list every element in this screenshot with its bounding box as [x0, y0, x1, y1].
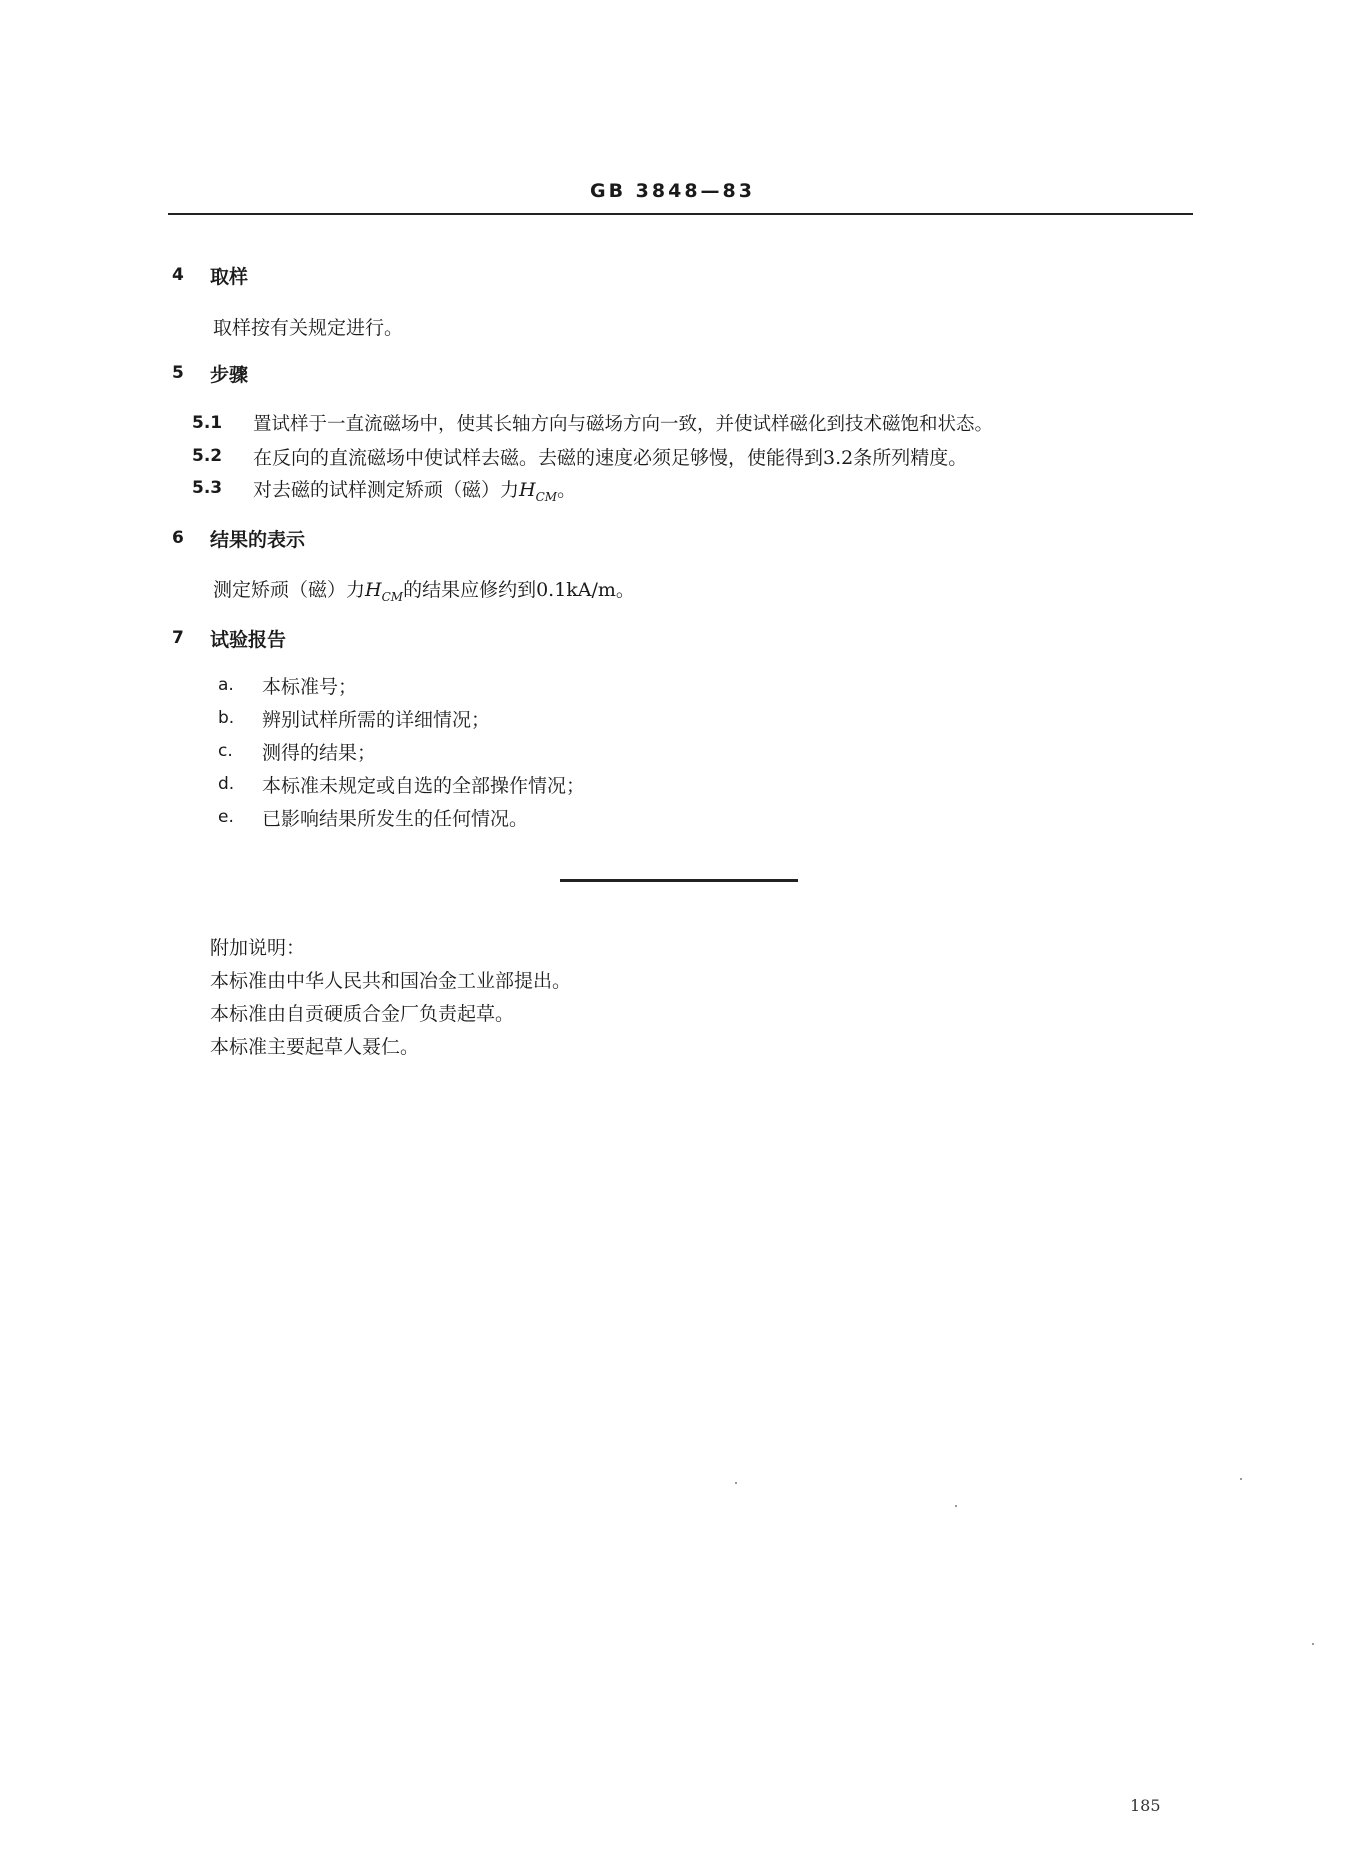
scan-speck	[955, 1505, 957, 1507]
section-6-number: 6	[172, 528, 184, 548]
list-item-letter: c.	[218, 741, 233, 761]
list-item-text: 已影响结果所发生的任何情况。	[262, 808, 529, 830]
section-4-body: 取样按有关规定进行。	[213, 317, 404, 339]
section-5-title: 步骤	[210, 364, 249, 386]
section-7-title: 试验报告	[210, 629, 287, 651]
clause-5-2-text: 在反向的直流磁场中使试样去磁。去磁的速度必须足够慢，使能得到3.2条所列精度。	[253, 447, 968, 469]
document-code: GB 3848—83	[589, 180, 755, 202]
list-item-letter: d.	[218, 774, 235, 794]
list-item-letter: e.	[218, 807, 234, 827]
scan-speck	[1312, 1643, 1314, 1645]
section-7-number: 7	[172, 628, 184, 648]
symbol-h: H	[365, 579, 382, 601]
page-number: 185	[1130, 1796, 1161, 1815]
list-item-letter: b.	[218, 708, 235, 728]
section-6-title: 结果的表示	[210, 529, 306, 551]
list-item-letter: a.	[218, 675, 234, 695]
list-item-text: 测得的结果；	[262, 742, 377, 764]
notes-line: 本标准由中华人民共和国冶金工业部提出。	[210, 970, 572, 992]
clause-5-2-number: 5.2	[192, 446, 223, 466]
notes-line: 本标准由自贡硬质合金厂负责起草。	[210, 1003, 515, 1025]
clause-5-1-number: 5.1	[192, 413, 223, 433]
list-item-text: 本标准未规定或自选的全部操作情况；	[262, 775, 586, 797]
clause-5-1-text: 置试样于一直流磁场中，使其长轴方向与磁场方向一致，并使试样磁化到技术磁饱和状态。	[253, 414, 994, 435]
scan-speck	[1240, 1478, 1242, 1480]
header-rule	[168, 213, 1193, 215]
symbol-subscript: CM	[381, 589, 404, 604]
scan-speck	[735, 1482, 737, 1484]
section-6-body: 测定矫顽（磁）力$H_{CM}$的结果应修约到0.1kA/m。	[213, 579, 635, 604]
notes-line: 本标准主要起草人聂仁。	[210, 1036, 420, 1058]
symbol-subscript: CM	[535, 489, 558, 504]
section-4-number: 4	[172, 265, 184, 285]
list-item-text: 本标准号；	[262, 676, 358, 698]
clause-5-3-number: 5.3	[192, 478, 223, 498]
symbol-h: H	[519, 479, 536, 501]
end-of-text-rule	[560, 879, 798, 882]
clause-5-3-text: 对去磁的试样测定矫顽（磁）力$H_{CM}$。	[253, 479, 577, 504]
notes-title: 附加说明：	[210, 937, 306, 959]
list-item-text: 辨别试样所需的详细情况；	[262, 709, 491, 731]
section-4-title: 取样	[210, 266, 249, 288]
section-5-number: 5	[172, 363, 184, 383]
